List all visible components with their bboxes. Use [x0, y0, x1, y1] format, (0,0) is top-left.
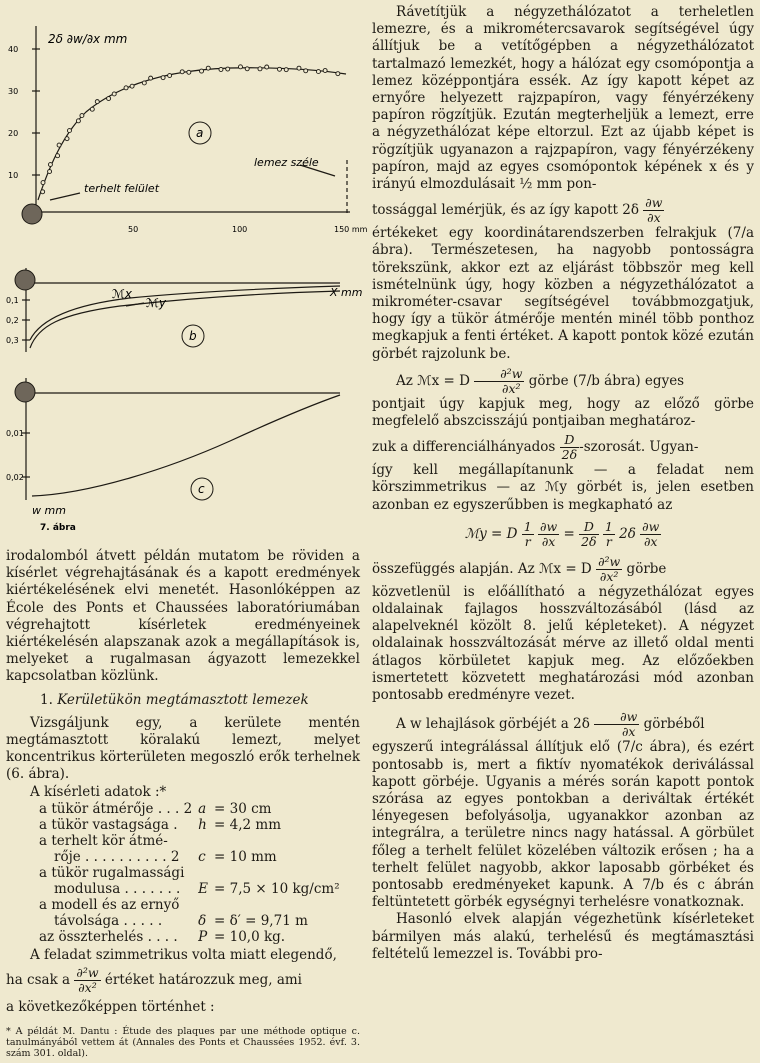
data-row	[36, 817, 343, 833]
text: A w lehajlások görbéjét a 2δ	[396, 716, 590, 733]
panel-a-ytick: 30	[8, 87, 19, 96]
data-cell-label: az összterhelés . . . .	[39, 928, 178, 945]
data-cell-val	[211, 833, 343, 849]
data-cell-sym	[195, 833, 211, 849]
panel-b-ytick: 0,2	[6, 316, 19, 325]
measurement-point	[67, 129, 71, 133]
right-paragraph-8	[372, 555, 754, 584]
text: görbe	[626, 560, 667, 577]
measurement-point	[80, 114, 84, 118]
data-cell-val: = 30 cm	[214, 800, 272, 817]
measurement-point	[48, 163, 52, 167]
data-row	[36, 913, 343, 929]
fraction: $\frac{\text{∂²w}}{\text{∂x²}}$	[474, 367, 524, 396]
text: Az ℳx = D	[396, 372, 470, 389]
panel-a-xtick: 50	[128, 225, 139, 234]
section-title: Kerületükön megtámasztott lemezek	[57, 691, 309, 708]
data-cell-val: = 4,2 mm	[214, 816, 281, 833]
section-number: 1.	[40, 691, 53, 708]
measurement-point	[245, 67, 249, 71]
panel-c-ytick: 0,01	[6, 429, 24, 438]
right-column	[372, 4, 754, 963]
measurement-point	[142, 81, 146, 85]
data-cell-sym: c	[198, 848, 206, 865]
data-cell-val: = δ′ = 9,71 m	[214, 912, 308, 929]
panel-c-curve	[32, 395, 340, 496]
text: összefüggés alapján. Az ℳx = D	[372, 560, 592, 577]
measurement-point	[323, 69, 327, 73]
right-paragraph-5: pontjait úgy kapjuk meg, hogy az előző görbe megfelelő abszcisszájú pontjaiban meghatároz-	[372, 395, 754, 430]
measurement-point	[90, 107, 94, 111]
text: értéket határozzuk meg, ami	[104, 972, 302, 989]
panel-b-curve-my	[30, 291, 340, 348]
measurement-point	[149, 76, 153, 80]
measurement-point	[130, 84, 134, 88]
measurement-point	[336, 72, 340, 76]
right-paragraph-4	[372, 367, 754, 396]
text: görbéből	[643, 716, 705, 733]
right-paragraph-7: így kell megállapítanunk — a feladat nem körszimmetrikus — az ℳy görbét is, jelen esetben azonban ez egyszerűbben is megkapható az	[372, 462, 754, 513]
text: görbe (7/b ábra) egyes	[528, 372, 685, 389]
data-cell-label: a tükör átmérője . . . 2	[39, 800, 193, 817]
measurement-point	[107, 97, 111, 101]
measurement-point	[65, 137, 69, 141]
data-row	[36, 849, 343, 865]
right-paragraph-12: Hasonló elvek alapján végezhetünk kísérleteket bármilyen más alakú, terhelésű és megtámasztási feltételű lemezzel is. További pro-	[372, 911, 754, 962]
fraction: $\frac{\text{∂²w}}{\text{∂x²}}$	[76, 965, 99, 996]
measurement-point	[41, 190, 45, 194]
right-paragraph-1: Rávetítjük a négyzethálózatot a terheletlen lemezre, és a mikrométercsavarok segítségével úgy állítjuk be a vetítőgépben a négyzethálózatot tartalmazó lemezkét, hogy a hálózat egy csomópontja a lemez középpontjára essék. Az így kapott képet az ernyőre helyezett rajzpapíron, vagy fényérzékeny papíron rögzítjük. Ezután megterheljük a lemezt, erre a négyzethálózat képe eltorzul. Ezt az újabb képet is rögzítjük ugyanazon a rajzpapíron, vagy fényérzékeny papíron, majd az egyes csomópontok képének x és y irányú elmozdulásait ½ mm pon-	[372, 4, 754, 193]
figure-caption: 7. ábra	[40, 523, 76, 533]
data-cell-val	[211, 897, 343, 913]
data-row	[36, 801, 343, 817]
text: ha csak a	[6, 972, 71, 989]
section-heading	[40, 692, 360, 709]
load-circles	[15, 204, 42, 402]
measurement-point	[206, 66, 210, 70]
data-cell-sym: h	[198, 816, 207, 833]
data-cell-label: a terhelt kör átmé-	[39, 832, 168, 849]
left-paragraph-4a: A feladat szimmetrikus volta miatt elegendő,	[30, 946, 337, 963]
measurement-point	[304, 69, 308, 73]
measurement-point	[265, 65, 269, 69]
measurement-point	[168, 74, 172, 78]
data-row	[36, 865, 343, 881]
panel-b-ytick: 0,3	[6, 336, 19, 345]
measurement-point	[57, 143, 61, 147]
text: -szorosát. Ugyan-	[579, 439, 699, 456]
data-cell-label: a tükör rugalmassági	[39, 864, 185, 881]
data-row	[36, 897, 343, 913]
data-row	[36, 881, 343, 897]
measurement-point	[76, 119, 80, 123]
right-paragraph-3: értékeket egy koordinátarendszerben felrakjuk (7/a ábra). Természetesen, ha nagyobb pontosságra törekszünk, akkor ezt az eljárást többször meg kell ismételnünk úgy, hogy közben a négyzethálózatot a mikrométer-csavar segítségével továbbmozgatjuk, hogy így a tükör átmérője mentén minél több ponthoz megkapjuk a fenti értéket. A kapott pontok közé ezután görbét rajzolunk be.	[372, 225, 754, 362]
measurement-point	[187, 70, 191, 74]
data-cell-val: = 7,5 × 10 kg/cm²	[214, 880, 340, 897]
panel-a-ytick: 10	[8, 171, 19, 180]
measurement-point	[238, 65, 242, 69]
panel-a-label-a: a	[196, 126, 204, 140]
panel-a-curve	[38, 68, 346, 200]
data-cell-sym: δ	[198, 912, 207, 929]
left-paragraph-3: A kísérleti adatok :*	[30, 783, 167, 800]
measurement-point	[41, 181, 45, 185]
panel-b-label-b: b	[189, 329, 197, 343]
panel-a-xtick: 150 mm	[334, 225, 368, 234]
measurement-point	[161, 76, 165, 80]
measurement-point	[200, 69, 204, 73]
measurement-point	[180, 70, 184, 74]
text: zuk a differenciálhányados	[372, 439, 556, 456]
right-paragraph-11: egyszerű integrálással állítjuk elő (7/c ábra), és ezért pontosabb is, mert a fiktív nyomatékok deriválással kapott görbéje. Ugyanis a mérés során kapott pontok szórása az egyes pontokban a deriváltak értékét lényegesen befolyásolja, ugyanakkor azonban az integrálra, a területre nincs nagy hatással. A görbület főleg a terhelt felület közelében változik erősen ; ha a terhelt felület nagyobb, akkor laposabb görbéket és pontosabb eredményeket kapunk. A 7/b és c ábrán feltüntetett görbék egységnyi terhelésre vonatkoznak.	[372, 739, 754, 911]
data-cell-sym	[195, 865, 211, 881]
figure-7	[0, 0, 370, 540]
data-cell-label: modulusa . . . . . . .	[54, 880, 181, 897]
measurement-point	[219, 67, 223, 71]
fraction: $\frac{\partial w}{\partial x}$	[594, 710, 639, 739]
right-paragraph-9: közvetlenül is előállítható a négyzethálózat egyes oldalainak fajlagos hosszváltozásából (lásd az alapelveknél közölt 8. jelű képleteket). A négyzet oldalainak hosszváltozását mérve az illető oldal menti átlagos körbületet kapjuk meg. Az előzőekben ismertetett közvetett meghatározási mód azonban pontosabb eredményre vezet.	[372, 583, 754, 704]
footnote: * A példát M. Dantu : Étude des plaques par une méthode optique c. tanulmányából vettem át (Annales des Ponts et Chaussées 1952. évf. 3. szám 301. oldal).	[6, 1026, 360, 1060]
measurement-point	[48, 170, 52, 174]
data-cell-val	[211, 865, 343, 881]
panel-b-label-my: ℳy	[146, 296, 166, 310]
data-row	[36, 833, 343, 849]
panel-b-ytick: 0,1	[6, 296, 19, 305]
left-paragraph-1: irodalomból átvett példán mutatom be röviden a kísérlet végrehajtásának és a kapott eredmények kiértékelésének elvi menetét. Hasonlóképpen az École des Ponts et Chaussées laboratóriumában végrehajtott kísérletek eredményeinek kiértékelésén alapszanak azok a megállapítások is, melyeket a rugalmasan ágyazott lemezekkel kapcsolatban közlünk.	[6, 548, 360, 685]
data-cell-sym: E	[198, 880, 209, 897]
fraction: $\frac{\partial w}{\partial x}$	[645, 195, 663, 226]
measurement-point	[297, 66, 301, 70]
panel-c-label-c: c	[198, 482, 205, 496]
right-paragraph-10	[372, 710, 754, 739]
panel-b-xlabel: X mm	[330, 286, 363, 299]
data-cell-label: a tükör vastagsága .	[39, 816, 178, 833]
data-cell-sym: a	[198, 800, 207, 817]
panel-a-ylabel: 2δ ∂w/∂x mm	[48, 32, 128, 46]
left-column	[6, 548, 360, 1059]
equation-my: ℳy = D $\frac{1}{r}$ $\frac{\partial w}{\partial x}$ = $\frac{D}{2\delta}$ $\frac{1}{r}$ 2δ $\frac{\partial w}{\partial x}$	[464, 518, 660, 549]
panel-a-label-edge: lemez széle	[254, 156, 319, 169]
measurement-point	[226, 67, 230, 71]
data-cell-label: rője . . . . . . . . . . 2	[54, 848, 180, 865]
experiment-data-table	[36, 801, 343, 945]
data-cell-label: távolsága . . . . .	[54, 912, 163, 929]
panel-a-label-loaded: terhelt felület	[84, 182, 160, 195]
data-cell-sym: P	[198, 928, 208, 945]
panel-c-ylabel: w mm	[32, 504, 66, 517]
data-cell-val: = 10,0 kg.	[214, 928, 286, 945]
panel-a-points	[41, 65, 340, 194]
left-paragraph-4b	[6, 966, 360, 995]
panel-a-xtick: 100	[232, 225, 248, 234]
measurement-point	[56, 154, 60, 158]
measurement-point	[277, 67, 281, 71]
measurement-point	[95, 100, 99, 104]
panel-b-label-mx: ℳx	[112, 287, 132, 301]
text: tossággal lemérjük, és az így kapott 2δ	[372, 202, 639, 219]
measurement-point	[258, 67, 262, 71]
fraction: $\frac{D}{2\delta}$	[561, 432, 578, 463]
panel-a-ytick: 40	[8, 45, 19, 54]
measurement-point	[316, 70, 320, 74]
right-paragraph-2	[372, 196, 754, 225]
fraction: $\frac{\text{∂²w}}{\text{∂x²}}$	[598, 553, 621, 584]
left-paragraph-4c: a következőképpen történhet :	[6, 999, 215, 1016]
panel-c-ytick: 0,02	[6, 473, 24, 482]
data-cell-label: a modell és az ernyő	[39, 896, 180, 913]
left-paragraph-2: Vizsgáljunk egy, a kerülete mentén megtámasztott köralakú lemezt, melyet koncentrikus körterületen megoszló erők terhelnek (6. ábra).	[6, 714, 360, 783]
panel-b-curve-mx	[30, 286, 340, 340]
measurement-point	[112, 92, 116, 96]
right-paragraph-6	[372, 433, 754, 462]
data-row	[36, 929, 343, 945]
data-cell-val: = 10 mm	[214, 848, 277, 865]
data-cell-sym	[195, 897, 211, 913]
panel-a-ytick: 20	[8, 129, 19, 138]
measurement-point	[284, 68, 288, 72]
measurement-point	[124, 86, 128, 90]
